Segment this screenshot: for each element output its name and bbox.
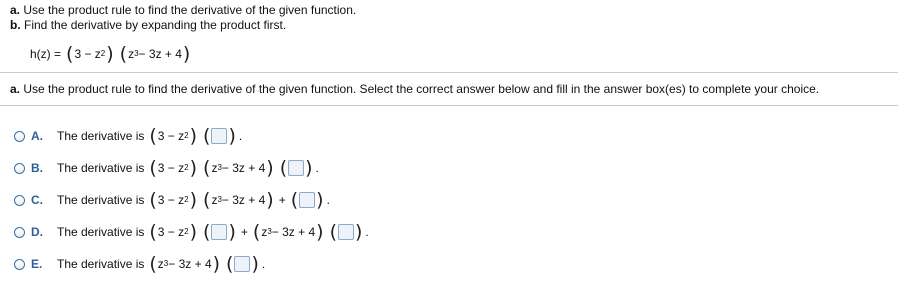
open-paren: ( <box>252 221 261 243</box>
intro-line-a <box>10 3 356 18</box>
choice-prefix: The derivative is <box>57 193 145 207</box>
function-definition: h(z) = ( 3 − z 2 ) ( z 3 − 3z + 4 ) <box>30 43 191 65</box>
close-paren: ) <box>228 125 236 147</box>
open-paren: ( <box>66 43 74 65</box>
factor2-base: z <box>128 47 135 61</box>
choice-expression: ( 3 − z 2 ) ( z 3 − 3z + 4 ) + ( ) . <box>149 189 330 211</box>
answer-choices <box>14 120 369 280</box>
part-a-instruction <box>10 82 819 96</box>
choice-prefix: The derivative is <box>57 129 145 143</box>
function-lhs: h(z) = <box>30 47 62 61</box>
question-intro <box>10 3 356 33</box>
period: . <box>365 225 369 239</box>
choice-expression: ( z 3 − 3z + 4 ) ( ) . <box>149 253 266 275</box>
open-paren: ( <box>149 157 157 179</box>
factor2-base: z <box>211 161 218 175</box>
factor2-rest: − 3z + 4 <box>168 257 212 271</box>
choice-e[interactable] <box>14 248 369 280</box>
close-paren: ) <box>189 189 198 211</box>
close-paren: ) <box>106 43 114 65</box>
open-paren: ( <box>149 189 157 211</box>
factor1-base: 3 − z <box>157 193 185 207</box>
choice-expression: ( 3 − z 2 ) ( ) + ( z 3 − 3z + 4 ) ( ) . <box>149 221 369 243</box>
choice-prefix: The derivative is <box>57 225 145 239</box>
close-paren: ) <box>182 43 191 65</box>
factor2-base: z <box>211 193 218 207</box>
choice-letter: E. <box>31 257 43 271</box>
choice-prefix: The derivative is <box>57 257 145 271</box>
answer-box[interactable] <box>288 160 304 176</box>
close-paren: ) <box>316 221 324 243</box>
open-paren: ( <box>203 157 211 179</box>
close-paren: ) <box>266 157 274 179</box>
factor2-base: z <box>261 225 268 239</box>
intro-line-b <box>10 18 356 33</box>
answer-box[interactable] <box>211 224 227 240</box>
choice-letter: D. <box>31 225 43 239</box>
instruction-label: a. <box>10 82 21 96</box>
period: . <box>315 161 319 175</box>
choice-letter: A. <box>31 129 43 143</box>
choice-a[interactable] <box>14 120 369 152</box>
close-paren: ) <box>212 253 221 275</box>
choice-prefix: The derivative is <box>57 161 145 175</box>
factor2-rest: − 3z + 4 <box>271 225 316 239</box>
choice-c[interactable] <box>14 184 369 216</box>
choice-b[interactable] <box>14 152 369 184</box>
choice-letter: B. <box>31 161 43 175</box>
radio-button-c[interactable] <box>14 195 25 206</box>
choice-d[interactable] <box>14 216 369 248</box>
close-paren: ) <box>189 157 198 179</box>
factor1-base: 3 − z <box>157 161 185 175</box>
open-paren: ( <box>226 253 234 275</box>
choice-letter: C. <box>31 193 43 207</box>
divider <box>0 72 898 73</box>
intro-a-text: Use the product rule to find the derivative of the given function. <box>23 3 357 17</box>
radio-button-b[interactable] <box>14 163 25 174</box>
radio-button-d[interactable] <box>14 227 25 238</box>
answer-box[interactable] <box>299 192 315 208</box>
open-paren: ( <box>203 189 211 211</box>
divider <box>0 105 898 106</box>
answer-box[interactable] <box>338 224 354 240</box>
answer-box[interactable] <box>211 128 227 144</box>
open-paren: ( <box>329 221 337 243</box>
close-paren: ) <box>189 221 198 243</box>
open-paren: ( <box>279 157 288 179</box>
factor1-base: 3 − z <box>157 129 185 143</box>
intro-b-label: b. <box>10 18 21 32</box>
factor1-base: 3 − z <box>157 225 185 239</box>
open-paren: ( <box>203 221 211 243</box>
close-paren: ) <box>305 157 313 179</box>
factor2-rest: − 3z + 4 <box>138 47 182 61</box>
open-paren: ( <box>149 221 157 243</box>
instruction-text: Use the product rule to find the derivative of the given function. Select the correct answer below and fill in the answer box(es) to complete your choice. <box>23 82 820 96</box>
plus-sign: + <box>278 193 286 207</box>
open-paren: ( <box>149 125 157 147</box>
intro-b-text: Find the derivative by expanding the product first. <box>24 18 287 32</box>
open-paren: ( <box>290 189 299 211</box>
choice-expression: ( 3 − z 2 ) ( ) . <box>149 125 243 147</box>
factor2-rest: − 3z + 4 <box>221 161 266 175</box>
close-paren: ) <box>189 125 198 147</box>
factor2-rest: − 3z + 4 <box>221 193 266 207</box>
close-paren: ) <box>251 253 259 275</box>
intro-a-label: a. <box>10 3 21 17</box>
radio-button-a[interactable] <box>14 131 25 142</box>
answer-box[interactable] <box>234 256 250 272</box>
period: . <box>261 257 266 271</box>
period: . <box>238 129 243 143</box>
period: . <box>326 193 330 207</box>
radio-button-e[interactable] <box>14 259 25 270</box>
choice-expression: ( 3 − z 2 ) ( z 3 − 3z + 4 ) ( ) . <box>149 157 319 179</box>
close-paren: ) <box>316 189 324 211</box>
open-paren: ( <box>119 43 128 65</box>
plus-sign: + <box>240 225 248 239</box>
open-paren: ( <box>203 125 211 147</box>
close-paren: ) <box>228 221 236 243</box>
close-paren: ) <box>354 221 363 243</box>
factor2-base: z <box>157 257 164 271</box>
factor1-base: 3 − z <box>74 47 101 61</box>
close-paren: ) <box>266 189 274 211</box>
open-paren: ( <box>149 253 157 275</box>
